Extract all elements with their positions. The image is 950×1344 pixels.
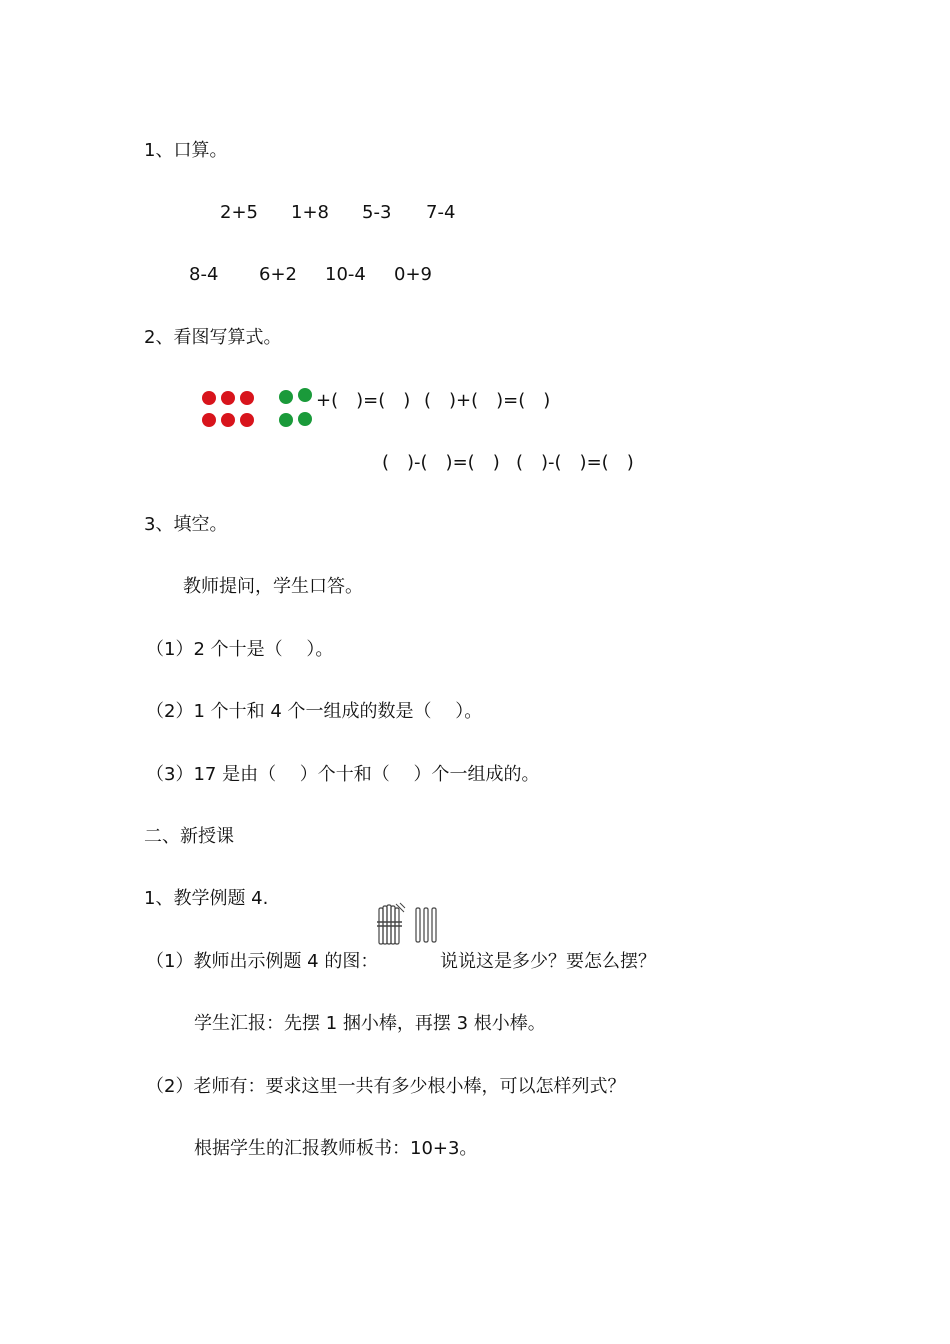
section-heading-picture-equation: 2、看图写算式。 — [144, 327, 282, 348]
example-title: 1、教学例题 4. — [144, 888, 269, 909]
example-prompt: （1）教师出示例题 4 的图： — [146, 951, 379, 972]
calc-item: 7-4 — [426, 202, 456, 223]
calc-item: 5-3 — [362, 202, 392, 223]
fill-blank-question: （2）1 个十和 4 个一组成的数是（ ）。 — [146, 701, 483, 722]
student-answer: 学生汇报：先摆 1 捆小棒，再摆 3 根小棒。 — [194, 1013, 546, 1034]
green-dots — [279, 388, 312, 427]
calc-item: 6+2 — [259, 264, 297, 285]
example-question: 说说这是多少？要怎么摆？ — [440, 951, 656, 972]
calc-item: 0+9 — [394, 264, 432, 285]
calc-item: 10-4 — [325, 264, 366, 285]
equation-add-2: ( )+( )=( ) — [424, 390, 551, 411]
teacher-question: （2）老师有：要求这里一共有多少根小棒，可以怎样列式？ — [146, 1076, 626, 1097]
equation-sub-1: ( )-( )=( ) — [382, 452, 500, 473]
sticks-bundle-icon — [374, 902, 444, 950]
section-heading-new-lesson: 二、新授课 — [144, 826, 234, 847]
fill-blank-question: （3）17 是由（ ）个十和（ ）个一组成的。 — [146, 764, 540, 785]
calc-item: 8-4 — [189, 264, 219, 285]
board-writing: 根据学生的汇报教师板书：10+3。 — [194, 1138, 478, 1159]
fill-blank-question: （1）2 个十是（ ）。 — [146, 639, 334, 660]
calc-item: 1+8 — [291, 202, 329, 223]
equation-sub-2: ( )-( )=( ) — [516, 452, 634, 473]
calc-item: 2+5 — [220, 202, 258, 223]
fill-blank-intro: 教师提问，学生口答。 — [183, 576, 363, 597]
section-heading-oral-calc: 1、口算。 — [144, 140, 228, 161]
red-dots — [202, 391, 254, 427]
dot-figure — [198, 386, 318, 432]
section-heading-fill-blank: 3、填空。 — [144, 514, 228, 535]
equation-add-1: +( )=( ) — [316, 390, 411, 411]
